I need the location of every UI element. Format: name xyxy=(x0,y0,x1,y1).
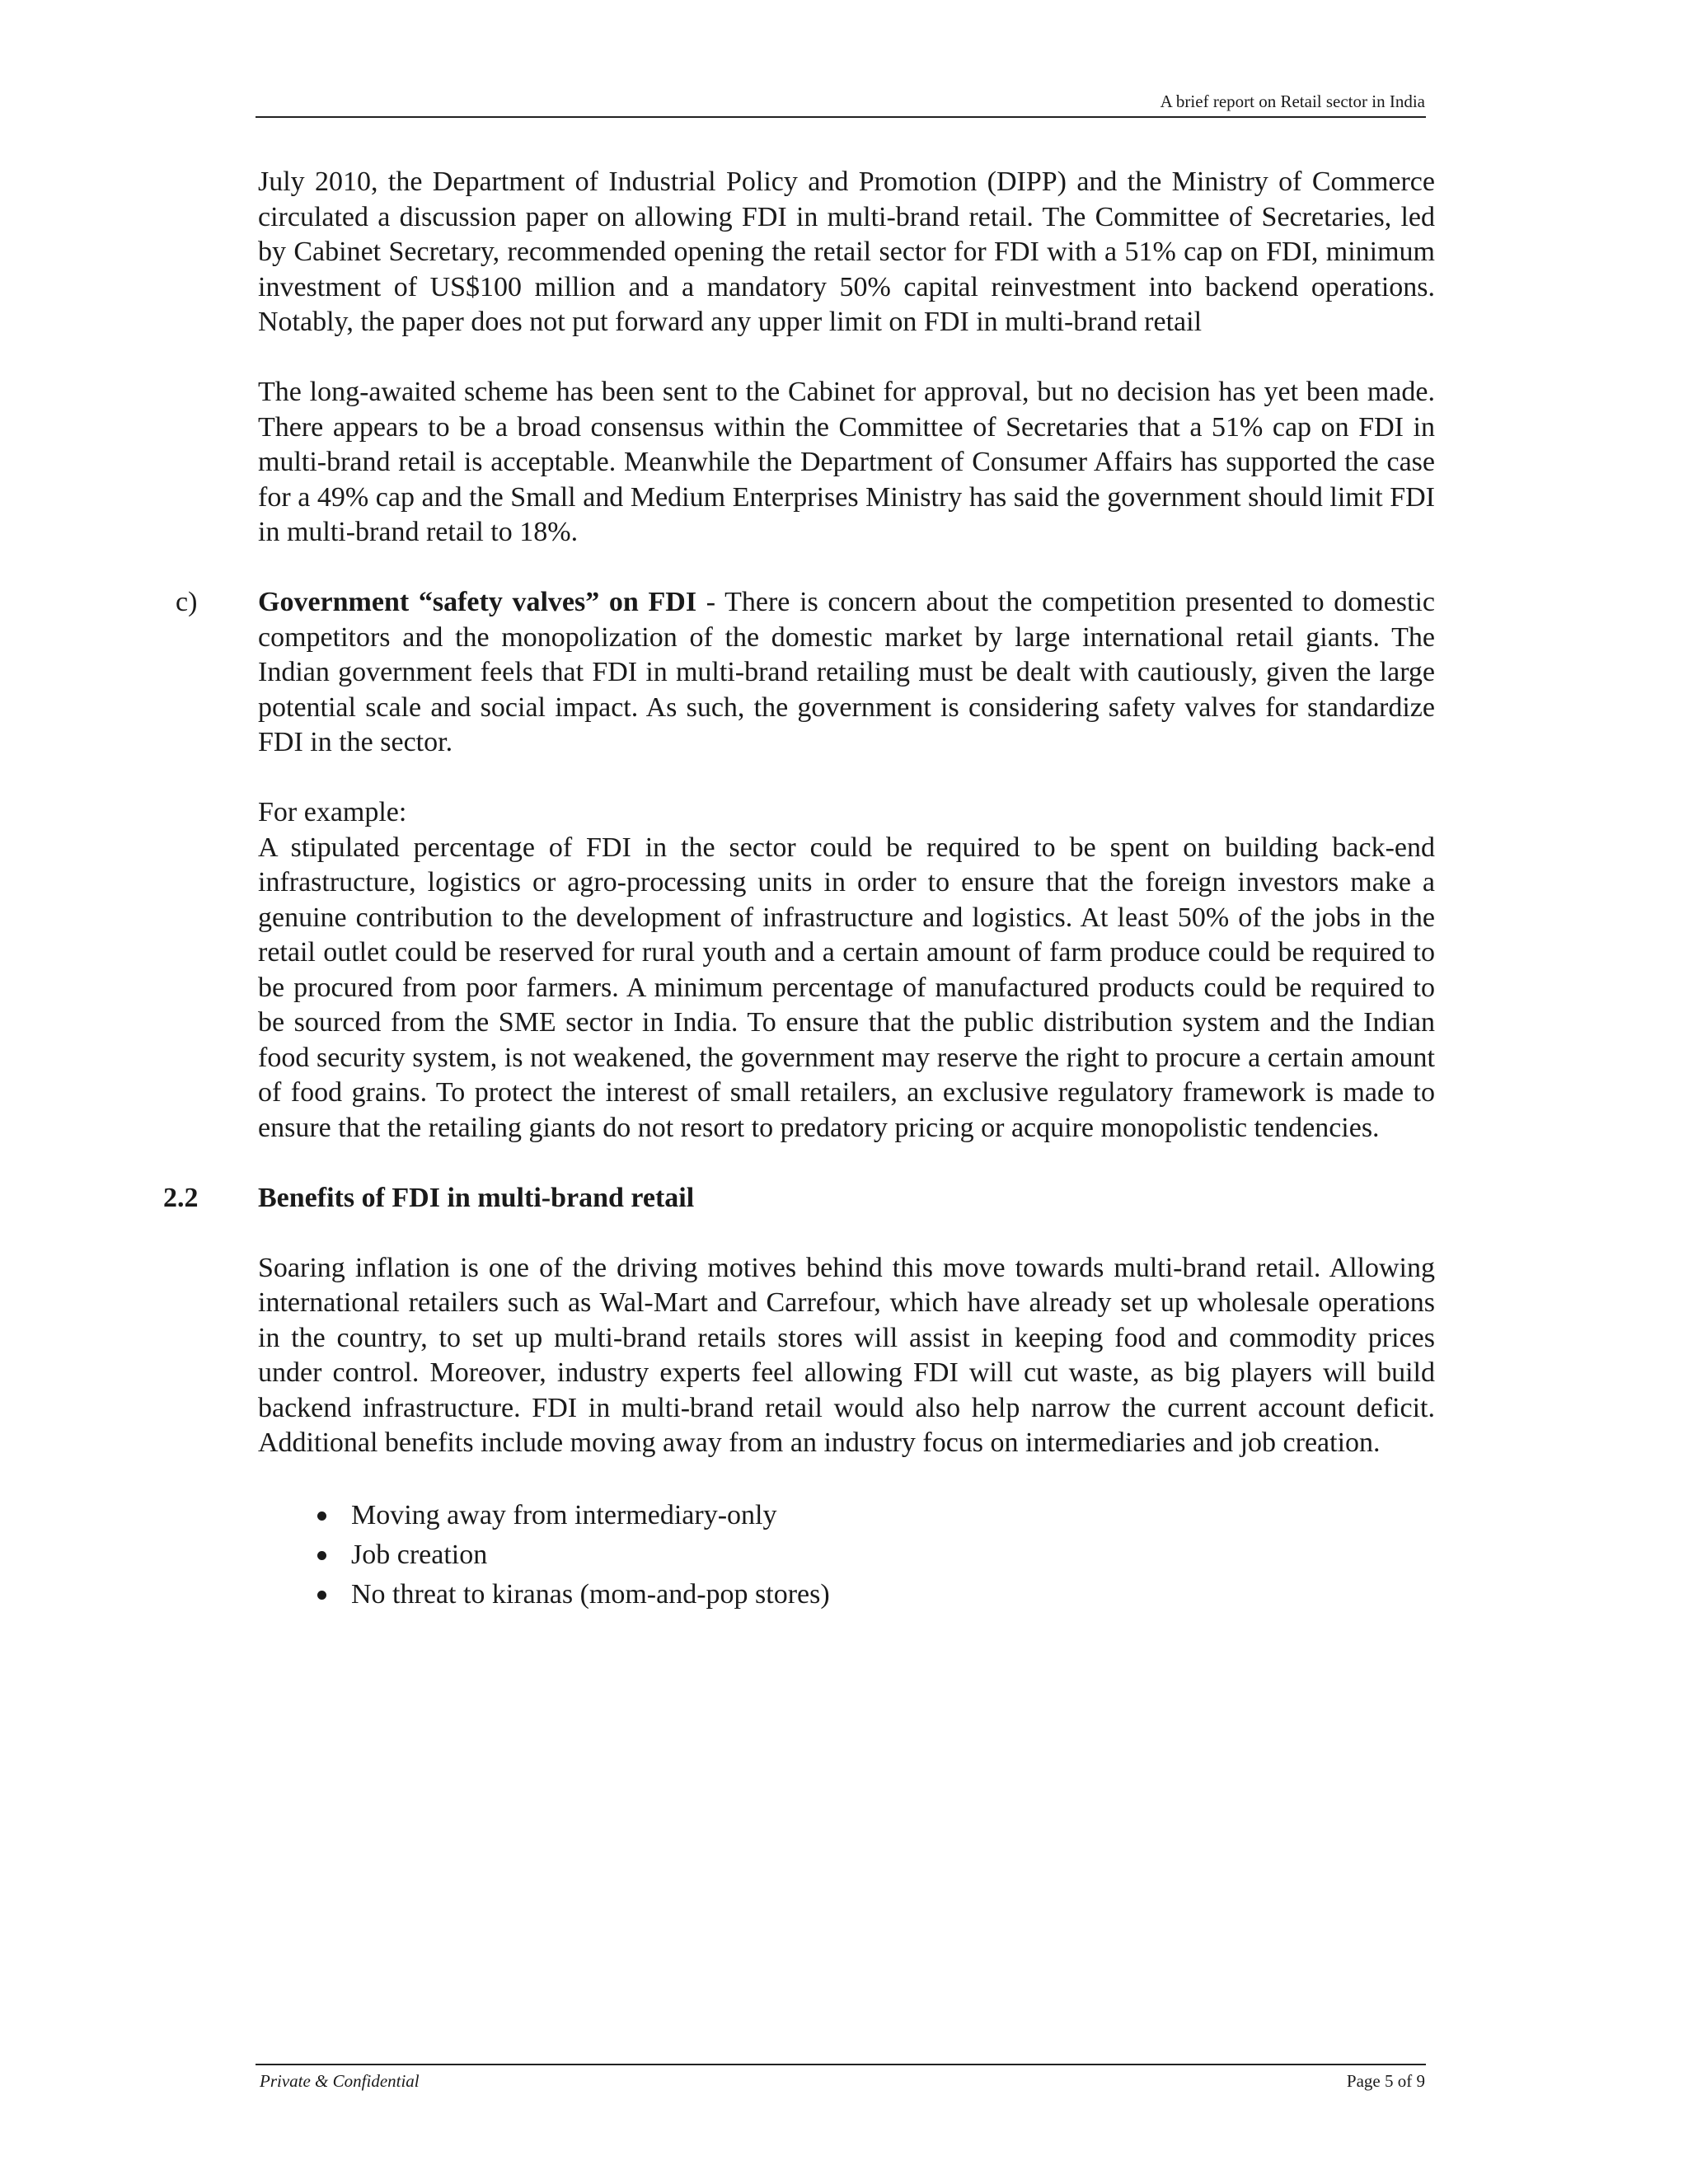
bullet-icon xyxy=(317,1551,326,1560)
benefits-list xyxy=(258,1496,1435,1615)
bullet-icon xyxy=(317,1511,326,1521)
safety-valves-paragraph xyxy=(258,585,1435,761)
page-content xyxy=(163,165,1435,1615)
list-item: No threat to kiranas (mom-and-pop stores) xyxy=(258,1575,1435,1615)
header-divider xyxy=(256,116,1426,118)
example-heading: For example: xyxy=(258,797,407,827)
bullet-icon xyxy=(317,1591,326,1600)
section-number: 2.2 xyxy=(163,1182,199,1213)
example-paragraph: A stipulated percentage of FDI in the sector could be required to be spent on building back-end infrastructure, logistics or agro-processing units in order to ensure that the foreign investors make a genuine contribution to the development of infrastructure and logistics. At least 50% of the jobs in the retail outlet could be reserved for rural youth and a certain amount of farm produce could be required to be procured from poor farmers. A minimum percentage of manufactured products could be required to be sourced from the SME sector in India. To ensure that the public distribution system and the Indian food security system, is not weakened, the government may reserve the right to procure a certain amount of food grains. To protect the interest of small retailers, an exclusive regulatory framework is made to ensure that the retailing giants do not resort to predatory pricing or acquire monopolistic tendencies. xyxy=(258,832,1435,1143)
paragraph-cabinet-approval: The long-awaited scheme has been sent to the Cabinet for approval, but no decision has yet been made. There appears to be a broad consensus within the Committee of Secretaries that a 51% cap on FDI in multi-brand retail is acceptable. Meanwhile the Department of Consumer Affairs has supported the case for a 49% cap and the Small and Medium Enterprises Ministry has said the government should limit FDI in multi-brand retail to 18%. xyxy=(258,377,1435,547)
running-header: A brief report on Retail sector in India xyxy=(1160,91,1425,111)
paragraph-dipp-discussion: July 2010, the Department of Industrial Policy and Promotion (DIPP) and the Ministry of Commerce circulated a discussion paper on allowing FDI in multi-brand retail. The Committee of Secretaries, led by Cabinet Secretary, recommended opening the retail sector for FDI with a 51% cap on FDI, minimum investment of US$100 million and a mandatory 50% capital reinvestment into backend operations. Notably, the paper does not put forward any upper limit on FDI in multi-brand retail xyxy=(258,166,1435,337)
list-item-c xyxy=(176,585,1435,1146)
benefits-paragraph: Soaring inflation is one of the driving motives behind this move towards multi-brand retail. Allowing international retailers such as Wal-Mart and Carrefour, which have already set up wholesale operations in the country, to set up multi-brand retails stores will assist in keeping food and commodity prices under control. Moreover, industry experts feel allowing FDI will cut waste, as big players will build backend infrastructure. FDI in multi-brand retail would also help narrow the current account deficit. Additional benefits include moving away from an industry focus on intermediaries and job creation. xyxy=(258,1252,1435,1458)
list-marker-c: c) xyxy=(176,587,198,617)
footer-confidential: Private & Confidential xyxy=(260,2071,420,2091)
footer-divider xyxy=(256,2064,1426,2065)
section-2-2 xyxy=(163,1181,1435,1615)
list-item: Moving away from intermediary-only xyxy=(258,1496,1435,1535)
safety-valves-title: Government “safety valves” on FDI xyxy=(258,587,697,617)
page-number: Page 5 of 9 xyxy=(1346,2071,1425,2091)
safety-valves-text: - There is concern about the competition presented to domestic competitors and the monopolization of the domestic market by large international retail giants. The Indian government feels that FDI in multi-brand retailing must be dealt with cautiously, given the large potential scale and social impact. As such, the government is considering safety valves for standardize FDI in the sector. xyxy=(258,587,1435,757)
section-heading: Benefits of FDI in multi-brand retail xyxy=(258,1182,695,1213)
list-item: Job creation xyxy=(258,1535,1435,1575)
